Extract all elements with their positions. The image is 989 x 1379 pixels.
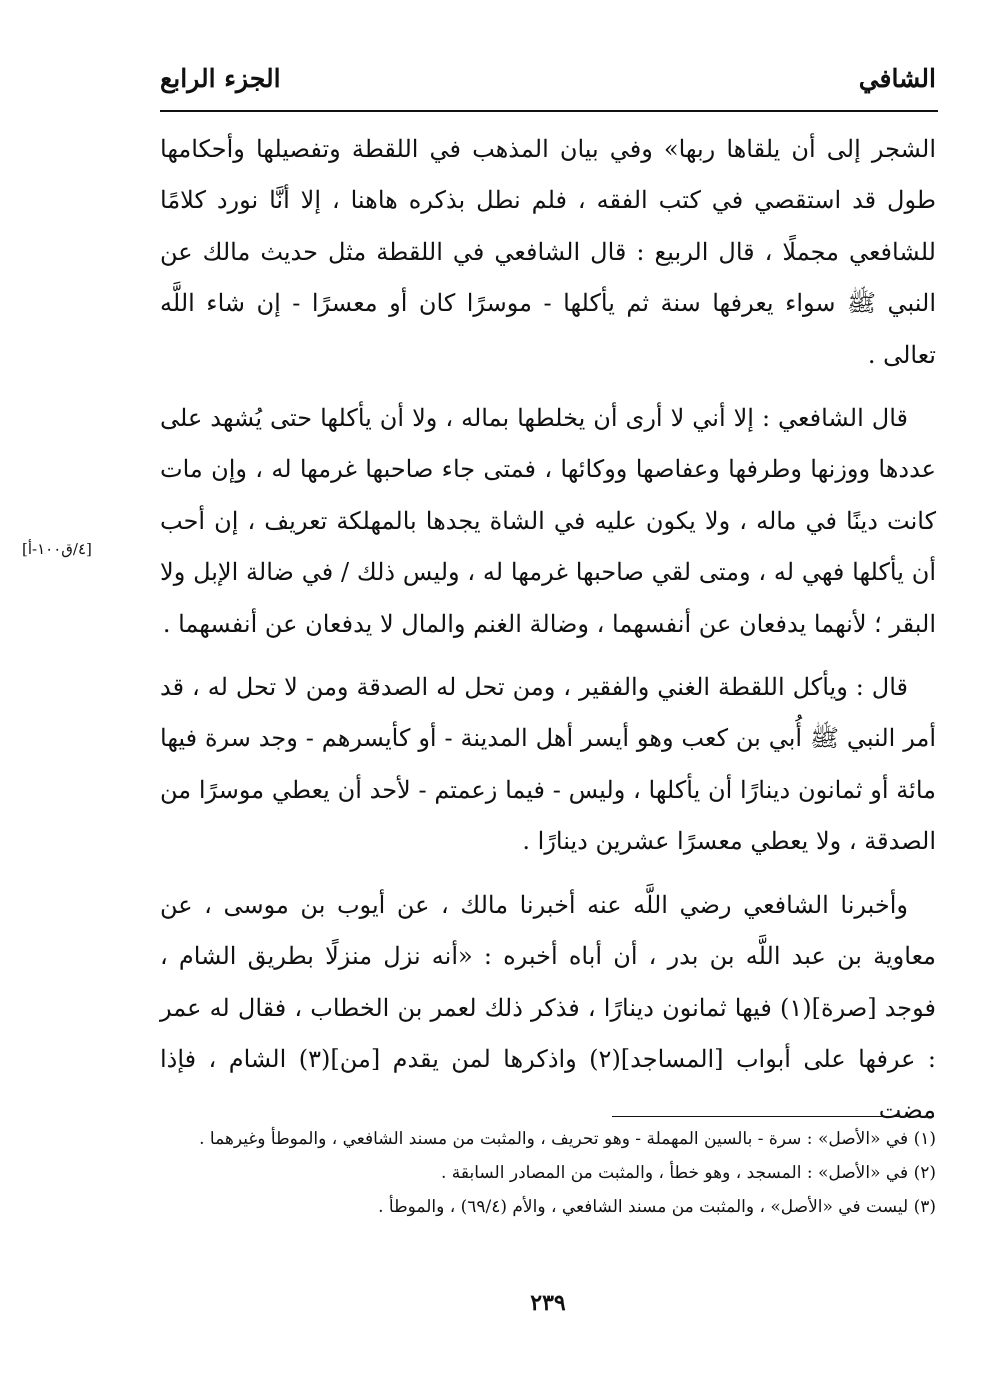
footnote-1: (١) في «الأصل» : سرة - بالسين المهملة - وهو تحريف ، والمثبت من مسند الشافعي ، والموطأ وغيرهما . [199,1129,936,1149]
footnotes [160,1124,936,1226]
paragraph-1: الشجر إلى أن يلقاها ربها» وفي بيان المذهب في اللقطة وتفصيلها وأحكامها طول قد استقصي في كتب الفقه ، فلم نطل بذكره هاهنا ، إلا أنَّا نورد كلامًا للشافعي مجملًا ، قال الربيع : قال الشافعي في اللقطة مثل حديث مالك عن النبي ﷺ سواء يعرفها سنة ثم يأكلها - موسرًا كان أو معسرًا - إن شاء اللَّه تعالى . [160,135,936,369]
page-number: ٢٣٩ [530,1290,566,1316]
paragraph-3: قال : ويأكل اللقطة الغني والفقير ، ومن تحل له الصدقة ومن لا تحل له ، قد أمر النبي ﷺ أُبي بن كعب وهو أيسر أهل المدينة - أو كأيسرهم - وجد سرة فيها مائة أو ثمانون دينارًا أن يأكلها ، وليس - فيما زعمتم - لأحد أن يعطي موسرًا من الصدقة ، ولا يعطي معسرًا عشرين دينارًا . [160,673,936,856]
paragraph-2: قال الشافعي : إلا أني لا أرى أن يخلطها بماله ، ولا أن يأكلها حتى يُشهد على عددها ووزنها وطرفها وعفاصها ووكائها ، فمتى جاء صاحبها غرمها له ، وإن مات كانت دينًا في ماله ، ولا يكون عليه في الشاة يجدها بالمهلكة تعريف ، إن أحب أن يأكلها فهي له ، ومتى لقي صاحبها غرمها له ، وليس ذلك / في ضالة الإبل ولا البقر ؛ لأنهما يدفعان عن أنفسهما ، وضالة الغنم والمال لا يدفعان عن أنفسهما . [160,404,937,638]
header-divider [160,110,938,112]
volume-title: الجزء الرابع [160,64,281,93]
running-header [160,58,936,102]
manuscript-folio-reference: [٤/ق١٠٠-أ] [22,540,92,558]
footnote-3: (٣) ليست في «الأصل» ، والمثبت من مسند الشافعي ، والأم (٦٩/٤) ، والموطأ . [378,1197,936,1217]
footnote-divider [612,1116,934,1117]
main-text [160,124,936,1137]
footnote-2: (٢) في «الأصل» : المسجد ، وهو خطأ ، والمثبت من المصادر السابقة . [440,1163,936,1183]
book-title: الشافي [858,64,936,93]
paragraph-4: وأخبرنا الشافعي رضي اللَّه عنه أخبرنا مالك ، عن أيوب بن موسى ، عن معاوية بن عبد اللَّه بن بدر ، أن أباه أخبره : «أنه نزل منزلًا بطريق الشام ، فوجد [صرة](١) فيها ثمانون دينارًا ، فذكر ذلك لعمر بن الخطاب ، فقال له عمر : عرفها على أبواب [المساجد](٢) واذكرها لمن يقدم [من](٣) الشام ، فإذا مضت [160,890,937,1125]
